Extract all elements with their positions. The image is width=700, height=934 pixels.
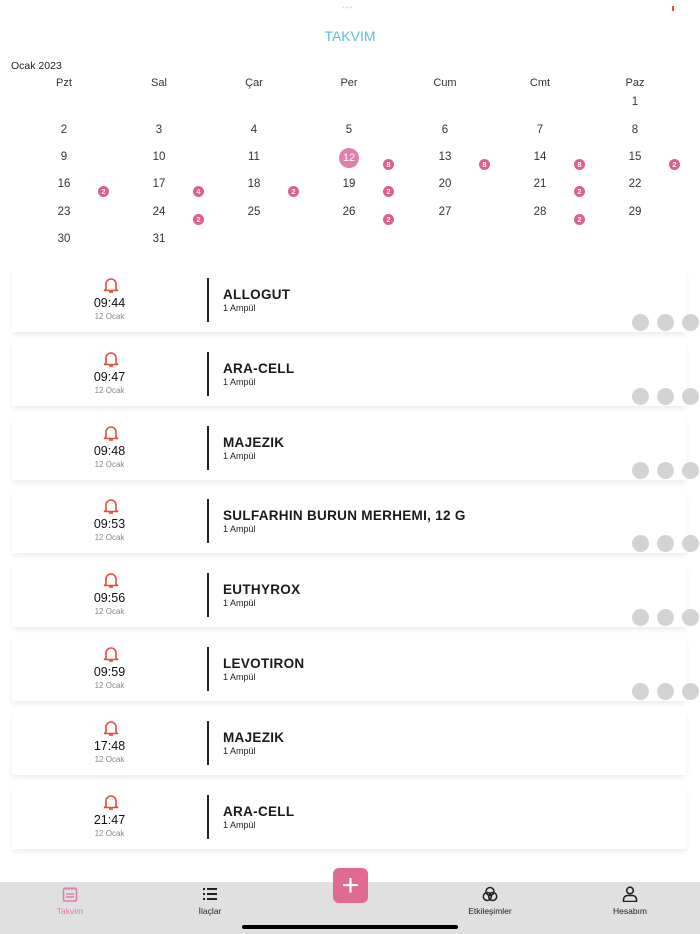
month-label: Ocak 2023 (11, 60, 62, 72)
reminder-count-badge: 2 (288, 186, 299, 197)
bell-icon (101, 719, 121, 737)
bell-icon (101, 497, 121, 515)
divider (207, 426, 209, 470)
reminder-count-badge: 2 (383, 186, 394, 197)
tab-etkilesimler[interactable] (440, 886, 540, 916)
reminder-count-badge: 2 (193, 214, 204, 225)
action-dot-button[interactable] (632, 683, 649, 700)
action-dot-button[interactable] (682, 314, 699, 331)
calendar-day[interactable]: 1 (631, 96, 639, 108)
medicine-dose: 1 Ampül (223, 376, 256, 387)
divider (207, 352, 209, 396)
divider (207, 647, 209, 691)
reminder-time: 17:48 (93, 738, 126, 753)
medicine-name: EUTHYROX (223, 582, 301, 598)
calendar-day[interactable]: 4 (250, 124, 258, 136)
medicine-dose: 1 Ampül (223, 672, 256, 682)
calendar-day[interactable]: 25 (247, 206, 261, 218)
calendar-day[interactable]: 23 (57, 206, 71, 218)
reminder-time: 09:59 (93, 665, 126, 679)
tab-ilaclar[interactable] (160, 886, 260, 916)
weekday-header: Sal (151, 77, 167, 89)
reminder-card[interactable] (12, 491, 686, 553)
medicine-dose: 1 Ampül (223, 450, 256, 461)
reminder-date: 12 Ocak (94, 681, 125, 690)
interactions-icon (482, 886, 498, 902)
calendar-day[interactable]: 18 (247, 178, 261, 190)
reminder-count-badge: 2 (574, 214, 585, 225)
medicine-dose: 1 Ampül (223, 745, 256, 756)
status-indicator (672, 6, 674, 11)
reminder-time: 09:44 (93, 296, 126, 310)
reminder-time: 09:48 (93, 443, 126, 458)
tab-label: Hesabım (612, 906, 647, 916)
add-button[interactable]: + (333, 868, 368, 903)
weekday-header: Çar (245, 77, 263, 89)
reminder-card[interactable] (12, 344, 686, 406)
action-dot-button[interactable] (682, 683, 699, 700)
tab-takvim[interactable] (20, 886, 120, 916)
medicine-dose: 1 Ampül (223, 819, 256, 830)
weekday-header: Paz (625, 77, 645, 89)
tab-hesabim[interactable] (580, 886, 680, 916)
calendar-day[interactable]: 31 (152, 233, 166, 245)
reminder-date: 12 Ocak (94, 828, 125, 838)
calendar-day[interactable]: 14 (533, 151, 547, 163)
bell-icon (101, 793, 121, 811)
bell-icon (101, 571, 121, 589)
action-dot-button[interactable] (657, 462, 674, 479)
reminder-date: 12 Ocak (94, 607, 125, 617)
bell-icon (101, 350, 121, 368)
divider (207, 573, 209, 617)
reminder-count-badge: 2 (383, 214, 394, 225)
medicine-name: LEVOTIRON (223, 656, 305, 671)
calendar-day[interactable]: 16 (57, 178, 71, 190)
reminder-card[interactable] (12, 639, 686, 701)
medicine-name: MAJEZIK (223, 434, 285, 450)
calendar-day[interactable]: 27 (438, 206, 452, 218)
action-dot-button[interactable] (682, 535, 699, 552)
calendar-day[interactable]: 24 (152, 206, 166, 218)
reminder-card[interactable] (12, 787, 686, 849)
multitask-indicator[interactable]: ••• (342, 3, 354, 12)
medicine-name: SULFARHIN BURUN MERHEMI, 12 G (223, 508, 466, 524)
calendar-day[interactable]: 6 (441, 124, 449, 136)
calendar-day[interactable]: 5 (345, 124, 353, 136)
reminder-count-badge: 8 (574, 159, 585, 170)
tab-label: Etkileşimler (468, 906, 512, 916)
calendar-day[interactable]: 3 (155, 124, 163, 136)
weekday-header: Cmt (529, 77, 551, 89)
page-title: TAKVIM (324, 28, 376, 44)
action-dot-button[interactable] (632, 462, 649, 479)
reminder-date: 12 Ocak (94, 312, 125, 321)
divider (207, 278, 209, 322)
medicine-name: MAJEZIK (223, 729, 285, 745)
reminder-time: 09:53 (93, 517, 126, 532)
medicine-dose: 1 Ampül (223, 524, 256, 535)
calendar-day[interactable]: 10 (152, 151, 166, 163)
action-dot-button[interactable] (632, 388, 649, 405)
action-dot-button[interactable] (632, 314, 649, 331)
calendar-day[interactable]: 15 (628, 151, 642, 163)
list-icon (202, 886, 218, 902)
medicine-name: ALLOGUT (223, 287, 291, 302)
weekday-header: Per (340, 77, 358, 89)
reminder-card[interactable] (12, 713, 686, 775)
calendar-day[interactable]: 17 (152, 178, 166, 190)
divider (207, 721, 209, 765)
weekday-header: Pzt (56, 77, 72, 89)
action-dot-button[interactable] (682, 462, 699, 479)
calendar-icon (62, 886, 78, 902)
action-dot-button[interactable] (682, 609, 699, 626)
calendar-day[interactable]: 2 (60, 124, 68, 136)
action-dot-button[interactable] (657, 683, 674, 700)
reminder-count-badge: 8 (383, 159, 394, 170)
calendar-day[interactable]: 26 (342, 206, 356, 218)
bell-icon (101, 645, 121, 663)
reminder-date: 12 Ocak (94, 385, 125, 395)
calendar-day[interactable]: 30 (57, 233, 71, 245)
weekday-header: Cum (433, 77, 457, 89)
reminder-card[interactable] (12, 270, 686, 332)
action-dot-button[interactable] (682, 388, 699, 405)
medicine-name: ARA-CELL (223, 360, 295, 376)
calendar-day[interactable]: 22 (628, 178, 642, 190)
person-icon (622, 886, 638, 902)
calendar-day[interactable]: 28 (533, 206, 547, 218)
tab-label: Takvim (56, 906, 84, 916)
reminder-date: 12 Ocak (94, 459, 125, 469)
calendar-day[interactable]: 11 (248, 151, 260, 163)
selected-day[interactable]: 12 (339, 148, 359, 168)
reminder-date: 12 Ocak (94, 533, 125, 543)
divider (207, 499, 209, 543)
calendar-day[interactable]: 13 (438, 151, 452, 163)
calendar-day[interactable]: 21 (533, 178, 547, 190)
reminder-count-badge: 4 (193, 186, 204, 197)
calendar-day[interactable]: 29 (628, 206, 642, 218)
medicine-name: ARA-CELL (223, 803, 295, 819)
medicine-dose: 1 Ampül (223, 598, 256, 609)
calendar-day[interactable]: 20 (438, 178, 452, 190)
calendar-day[interactable]: 9 (60, 151, 68, 163)
reminder-count-badge: 8 (479, 159, 490, 170)
divider (207, 795, 209, 839)
action-dot-button[interactable] (657, 388, 674, 405)
reminder-count-badge: 2 (574, 186, 585, 197)
bell-icon (101, 276, 121, 294)
reminder-count-badge: 2 (98, 186, 109, 197)
reminder-date: 12 Ocak (94, 754, 125, 764)
reminder-card[interactable] (12, 565, 686, 627)
calendar-day[interactable]: 7 (536, 124, 544, 136)
calendar-day[interactable]: 19 (342, 178, 356, 190)
reminder-card[interactable] (12, 418, 686, 480)
reminder-count-badge: 2 (669, 159, 680, 170)
medicine-dose: 1 Ampül (223, 303, 256, 313)
tab-label: İlaçlar (198, 906, 222, 916)
action-dot-button[interactable] (657, 314, 674, 331)
calendar-day[interactable]: 8 (631, 124, 639, 136)
reminder-time: 21:47 (93, 812, 126, 827)
reminder-time: 09:47 (93, 369, 126, 384)
reminder-time: 09:56 (93, 591, 126, 606)
bell-icon (101, 424, 121, 442)
home-indicator[interactable] (242, 925, 458, 929)
